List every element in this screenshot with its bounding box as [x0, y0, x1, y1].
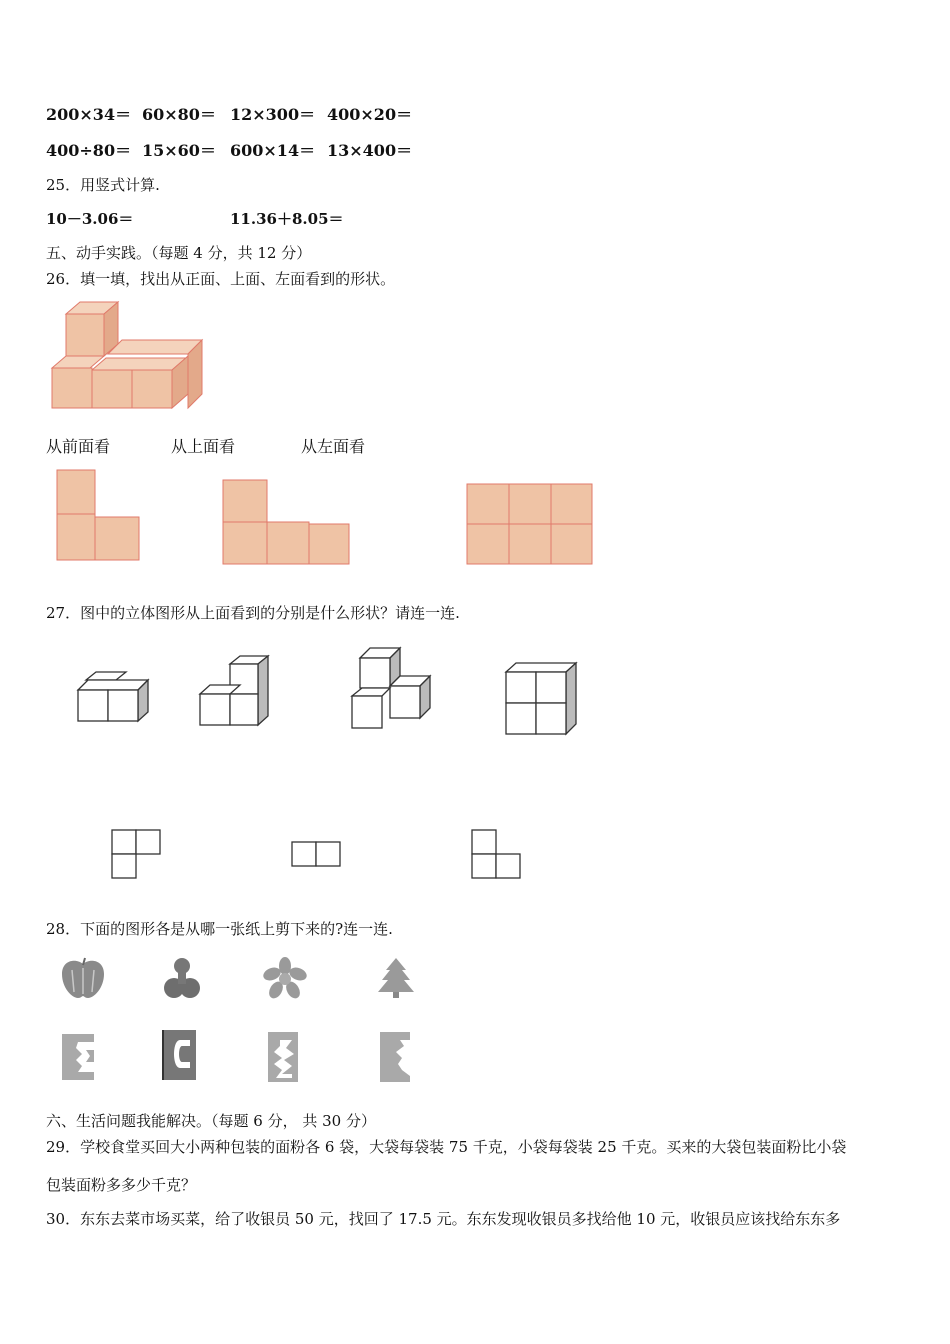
view-label-front: 从前面看 — [46, 437, 111, 456]
q27-solid-4 — [502, 660, 582, 738]
calc-item: 400×20＝ — [327, 105, 413, 124]
q26-block-figure — [50, 300, 210, 412]
view-label-left: 从左面看 — [301, 437, 366, 456]
q27-solid-3 — [346, 646, 434, 730]
section-5-heading: 五、动手实践。（每题 4 分，共 12 分） — [46, 244, 312, 262]
paper-side-cut-icon — [378, 1030, 414, 1084]
q25-title: 25．用竖式计算. — [46, 176, 160, 194]
q29-line-2: 包装面粉多多少千克？ — [46, 1176, 197, 1194]
q27-solid-1 — [74, 668, 154, 724]
tree-cutout-icon — [376, 956, 416, 1000]
calc-item: 60×80＝ — [142, 105, 216, 124]
paper-zigzag-cut-icon — [266, 1030, 302, 1084]
gourd-cutout-icon — [160, 954, 204, 1002]
q27-solid-2 — [196, 654, 274, 728]
calc-item: 600×14＝ — [230, 141, 316, 160]
q30-line-1: 30．东东去菜市场买菜，给了收银员 50 元，找回了 17.5 元。东东发现收银员多找给他 10 元，收银员应该找给东东多 — [46, 1210, 841, 1228]
q28-title: 28．下面的图形各是从哪一张纸上剪下来的?连一连. — [46, 920, 393, 938]
section-6-heading: 六、生活问题我能解决。（每题 6 分， 共 30 分） — [46, 1112, 376, 1130]
vertical-calc-item: 11.36＋8.05＝ — [230, 210, 344, 228]
view-shape-1 — [55, 468, 145, 564]
flower-cutout-icon — [262, 956, 308, 1000]
q26-title: 26．填一填，找出从正面、上面、左面看到的形状。 — [46, 270, 396, 288]
top-view-option-3 — [470, 828, 524, 880]
view-shape-3 — [464, 480, 596, 568]
view-label-top: 从上面看 — [171, 437, 236, 456]
top-view-option-2 — [290, 840, 344, 868]
top-view-option-1 — [110, 828, 164, 880]
vertical-calc-item: 10－3.06＝ — [46, 210, 134, 228]
q27-title: 27．图中的立体图形从上面看到的分别是什么形状？请连一连. — [46, 604, 460, 622]
view-shape-2 — [220, 478, 354, 568]
calc-item: 200×34＝ — [46, 105, 132, 124]
calc-item: 400÷80＝ — [46, 141, 132, 160]
paper-e-cut-icon — [60, 1032, 98, 1082]
paper-c-cut-icon — [160, 1028, 200, 1082]
apple-cutout-icon — [58, 956, 108, 1000]
calc-item: 13×400＝ — [327, 141, 413, 160]
q29-line-1: 29．学校食堂买回大小两种包装的面粉各 6 袋，大袋每袋装 75 千克，小袋每袋装 25 千克。买来的大袋包装面粉比小袋 — [46, 1138, 847, 1156]
calc-item: 12×300＝ — [230, 105, 316, 124]
calc-item: 15×60＝ — [142, 141, 216, 160]
